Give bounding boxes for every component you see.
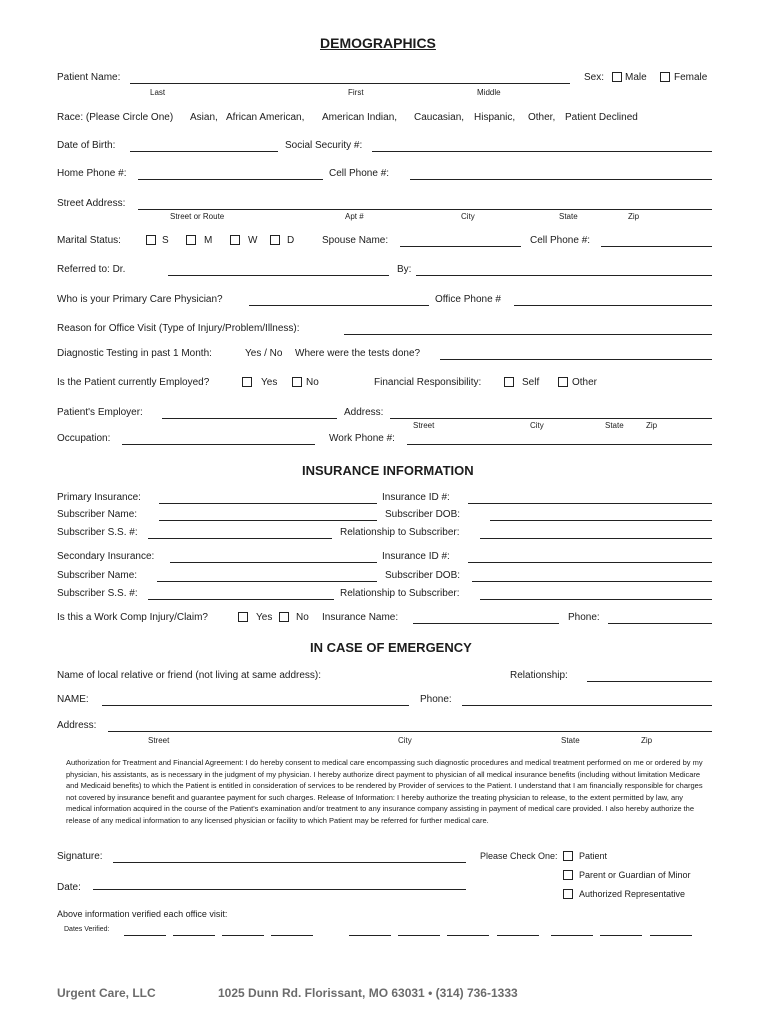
dob-field[interactable]	[130, 151, 278, 152]
subscriber-name2-field[interactable]	[157, 581, 377, 582]
street-caption: Street or Route	[170, 212, 225, 221]
male-checkbox[interactable]	[612, 72, 622, 82]
signature-label: Signature:	[57, 851, 103, 862]
emergency-name-label: NAME:	[57, 694, 89, 705]
reason-label: Reason for Office Visit (Type of Injury/Problem/Illness):	[57, 323, 300, 334]
male-label: Male	[625, 72, 647, 83]
spouse-name-field[interactable]	[400, 246, 521, 247]
street-address-field[interactable]	[138, 209, 712, 210]
race-option[interactable]: Hispanic,	[474, 112, 516, 123]
reason-field[interactable]	[344, 334, 712, 335]
emergency-address-field[interactable]	[108, 731, 712, 732]
where-tests-label: Where were the tests done?	[295, 348, 421, 359]
relationship2-field[interactable]	[480, 599, 712, 600]
patient-checkbox[interactable]	[563, 851, 573, 861]
marital-m-label: M	[204, 235, 213, 246]
insurance-phone-field[interactable]	[608, 623, 712, 624]
emergency-city-caption: City	[398, 736, 412, 745]
last-caption: Last	[150, 88, 166, 97]
financial-self-label: Self	[522, 377, 540, 388]
subscriber-ss2-field[interactable]	[148, 599, 334, 600]
female-checkbox[interactable]	[660, 72, 670, 82]
date-verified-field[interactable]	[600, 935, 642, 936]
work-phone-label: Work Phone #:	[329, 433, 395, 444]
spouse-cell-label: Cell Phone #:	[530, 235, 591, 246]
subscriber-ss-label: Subscriber S.S. #:	[57, 527, 138, 538]
occupation-label: Occupation:	[57, 433, 111, 444]
pcp-label: Who is your Primary Care Physician?	[57, 294, 223, 305]
authorized-rep-checkbox[interactable]	[563, 889, 573, 899]
primary-insurance-field[interactable]	[159, 503, 377, 504]
financial-other-label: Other	[572, 377, 598, 388]
financial-self-checkbox[interactable]	[504, 377, 514, 387]
patient-label: Patient	[579, 851, 608, 861]
referred-by-field[interactable]	[416, 275, 712, 276]
home-phone-field[interactable]	[138, 179, 323, 180]
subscriber-ss-field[interactable]	[148, 538, 332, 539]
referred-by-label: By:	[397, 264, 412, 275]
female-label: Female	[674, 72, 708, 83]
race-option[interactable]: American Indian,	[322, 112, 398, 123]
authorization-text: Authorization for Treatment and Financial Agreement: I do hereby consent to medical care encompassing such diagnostic procedures and medical treatment performed on me or ordered by my physician, his assistants, as is necessary in the judgment of my physician. I hereby authorize direct payment to physician of all medical insurance benefits (including without limitation Medicare and Medicaid benefits) to which the Patient is entitled in consideration of services to be rendered by Provider of services to the Patient. I understand that I am financially responsible for charges not covered by insurance benefit and guarantee payment for such charges. Release of Information: I hereby authorize the treating physician to release, to the extent permitted by law, any medical information acquired in the course of the Patient's examination and/or treatment to any insurance company assisting in payment of medical care provided. I also hereby authorize the release of any medical information to any licensed physician or facility to which Patient may be referred for further medical care.	[66, 758, 703, 825]
date-label: Date:	[57, 882, 81, 893]
marital-m-checkbox[interactable]	[186, 235, 196, 245]
employer-address-label: Address:	[344, 407, 384, 418]
marital-d-label: D	[287, 235, 295, 246]
race-option[interactable]: Caucasian,	[414, 112, 465, 123]
occupation-field[interactable]	[122, 444, 315, 445]
subscriber-ss2-label: Subscriber S.S. #:	[57, 588, 138, 599]
emergency-phone-field[interactable]	[462, 705, 712, 706]
employer-zip-caption: Zip	[646, 421, 658, 430]
insurance-name-field[interactable]	[413, 623, 559, 624]
sex-label: Sex:	[584, 72, 605, 83]
race-label: Race: (Please Circle One)	[57, 112, 174, 123]
employed-label: Is the Patient currently Employed?	[57, 377, 210, 388]
relationship-label: Relationship to Subscriber:	[340, 527, 460, 538]
employer-field[interactable]	[162, 418, 337, 419]
work-comp-label: Is this a Work Comp Injury/Claim?	[57, 612, 208, 623]
employer-city-caption: City	[530, 421, 544, 430]
marital-d-checkbox[interactable]	[270, 235, 280, 245]
race-option[interactable]: Asian,	[190, 112, 218, 123]
state-caption: State	[559, 212, 578, 221]
primary-insurance-label: Primary Insurance:	[57, 492, 141, 503]
work-comp-yes-label: Yes	[256, 612, 273, 623]
cell-phone-field[interactable]	[410, 179, 712, 180]
subscriber-name2-label: Subscriber Name:	[57, 570, 138, 581]
employed-yes-checkbox[interactable]	[242, 377, 252, 387]
work-comp-no-checkbox[interactable]	[279, 612, 289, 622]
employed-no-label: No	[306, 377, 319, 388]
insurance-id2-field[interactable]	[468, 562, 712, 563]
footer-address: 1025 Dunn Rd. Florissant, MO 63031 • (314) 736-1333	[218, 986, 518, 1000]
spouse-cell-field[interactable]	[601, 246, 712, 247]
insurance-id2-label: Insurance ID #:	[382, 551, 450, 562]
guardian-label: Parent or Guardian of Minor	[579, 870, 691, 880]
verified-label: Above information verified each office visit:	[57, 909, 228, 919]
employed-no-checkbox[interactable]	[292, 377, 302, 387]
marital-w-checkbox[interactable]	[230, 235, 240, 245]
footer-company: Urgent Care, LLC	[57, 986, 156, 1000]
office-phone-label: Office Phone #	[435, 294, 501, 305]
where-tests-field[interactable]	[440, 359, 712, 360]
first-caption: First	[348, 88, 364, 97]
subscriber-name-field[interactable]	[159, 520, 377, 521]
emergency-zip-caption: Zip	[641, 736, 653, 745]
emergency-phone-label: Phone:	[420, 694, 452, 705]
relationship2-label: Relationship to Subscriber:	[340, 588, 460, 599]
city-caption: City	[461, 212, 475, 221]
subscriber-name-label: Subscriber Name:	[57, 509, 138, 520]
apt-caption: Apt #	[345, 212, 364, 221]
emergency-relationship-field[interactable]	[587, 681, 712, 682]
work-comp-no-label: No	[296, 612, 309, 623]
diagnostic-label: Diagnostic Testing in past 1 Month:	[57, 348, 212, 359]
race-option[interactable]: Patient Declined	[565, 112, 638, 123]
ssn-label: Social Security #:	[285, 140, 363, 151]
signature-field[interactable]	[113, 862, 466, 863]
ssn-field[interactable]	[372, 151, 712, 152]
emergency-state-caption: State	[561, 736, 580, 745]
date-verified-field[interactable]	[447, 935, 489, 936]
subscriber-dob2-label: Subscriber DOB:	[385, 570, 461, 581]
date-verified-field[interactable]	[271, 935, 313, 936]
pcp-field[interactable]	[249, 305, 429, 306]
dates-verified-label: Dates Verified:	[64, 926, 110, 933]
employer-state-caption: State	[605, 421, 624, 430]
insurance-section-title: INSURANCE INFORMATION	[302, 463, 474, 478]
relationship-field[interactable]	[480, 538, 712, 539]
secondary-insurance-field[interactable]	[170, 562, 377, 563]
emergency-street-caption: Street	[148, 736, 170, 745]
zip-caption: Zip	[628, 212, 640, 221]
check-one-label: Please Check One:	[480, 851, 558, 861]
insurance-id-label: Insurance ID #:	[382, 492, 450, 503]
secondary-insurance-label: Secondary Insurance:	[57, 551, 155, 562]
employer-address-field[interactable]	[390, 418, 712, 419]
emergency-relationship-label: Relationship:	[510, 670, 568, 681]
marital-s-label: S	[162, 235, 169, 246]
insurance-phone-label: Phone:	[568, 612, 600, 623]
emergency-name-field[interactable]	[102, 705, 409, 706]
financial-other-checkbox[interactable]	[558, 377, 568, 387]
cell-phone-label: Cell Phone #:	[329, 168, 390, 179]
marital-w-label: W	[248, 235, 258, 246]
dob-label: Date of Birth:	[57, 140, 116, 151]
referred-doctor-field[interactable]	[168, 275, 389, 276]
office-phone-field[interactable]	[514, 305, 712, 306]
work-phone-field[interactable]	[407, 444, 712, 445]
patient-name-field[interactable]	[130, 83, 570, 84]
patient-name-label: Patient Name:	[57, 72, 121, 83]
race-option[interactable]: African American,	[226, 112, 305, 123]
date-verified-field[interactable]	[497, 935, 539, 936]
work-comp-yes-checkbox[interactable]	[238, 612, 248, 622]
authorized-rep-label: Authorized Representative	[579, 889, 686, 899]
subscriber-dob-label: Subscriber DOB:	[385, 509, 461, 520]
date-verified-field[interactable]	[349, 935, 391, 936]
date-verified-field[interactable]	[124, 935, 166, 936]
diagnostic-yes-no[interactable]: Yes / No	[245, 348, 283, 359]
middle-caption: Middle	[477, 88, 501, 97]
date-field[interactable]	[93, 889, 466, 890]
page-title: DEMOGRAPHICS	[320, 35, 436, 51]
date-verified-field[interactable]	[650, 935, 692, 936]
guardian-checkbox[interactable]	[563, 870, 573, 880]
date-verified-field[interactable]	[222, 935, 264, 936]
emergency-address-label: Address:	[57, 720, 97, 731]
financial-label: Financial Responsibility:	[374, 377, 482, 388]
street-address-label: Street Address:	[57, 198, 126, 209]
insurance-name-label: Insurance Name:	[322, 612, 399, 623]
marital-status-label: Marital Status:	[57, 235, 121, 246]
date-verified-field[interactable]	[398, 935, 440, 936]
date-verified-field[interactable]	[173, 935, 215, 936]
subscriber-dob2-field[interactable]	[472, 581, 712, 582]
marital-s-checkbox[interactable]	[146, 235, 156, 245]
employer-street-caption: Street	[413, 421, 435, 430]
referred-label: Referred to: Dr.	[57, 264, 126, 275]
home-phone-label: Home Phone #:	[57, 168, 127, 179]
relative-label: Name of local relative or friend (not living at same address):	[57, 670, 322, 681]
employer-label: Patient's Employer:	[57, 407, 143, 418]
date-verified-field[interactable]	[551, 935, 593, 936]
emergency-section-title: IN CASE OF EMERGENCY	[310, 640, 472, 655]
spouse-name-label: Spouse Name:	[322, 235, 389, 246]
subscriber-dob-field[interactable]	[490, 520, 712, 521]
insurance-id-field[interactable]	[468, 503, 712, 504]
race-option[interactable]: Other,	[528, 112, 556, 123]
employed-yes-label: Yes	[261, 377, 278, 388]
